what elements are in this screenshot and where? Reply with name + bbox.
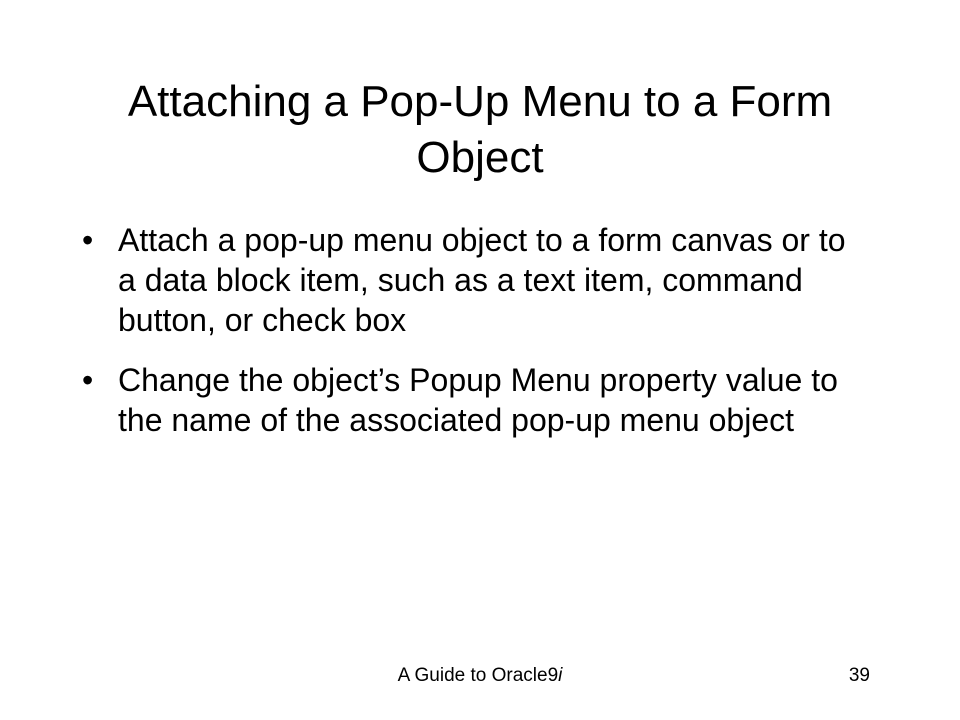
bullet-dot-icon: • xyxy=(82,222,94,258)
footer-title-text: A Guide to Oracle9 xyxy=(397,665,559,686)
bullet-item-1 xyxy=(82,220,872,340)
slide-title: Attaching a Pop-Up Menu to a Form Object xyxy=(127,77,833,182)
page-number: 39 xyxy=(848,665,870,686)
footer-title xyxy=(300,664,660,688)
footer-title-italic: i xyxy=(558,665,563,686)
bullet-dot-icon: • xyxy=(82,362,94,398)
bullet-list xyxy=(82,220,872,460)
bullet-text-1: Attach a pop-up menu object to a form canvas or to a data block item, such as a text item, command button, or check box xyxy=(118,222,846,338)
bullet-text-2: Change the object’s Popup Menu property value to the name of the associated pop-up menu object xyxy=(118,362,838,438)
bullet-item-2 xyxy=(82,360,872,440)
